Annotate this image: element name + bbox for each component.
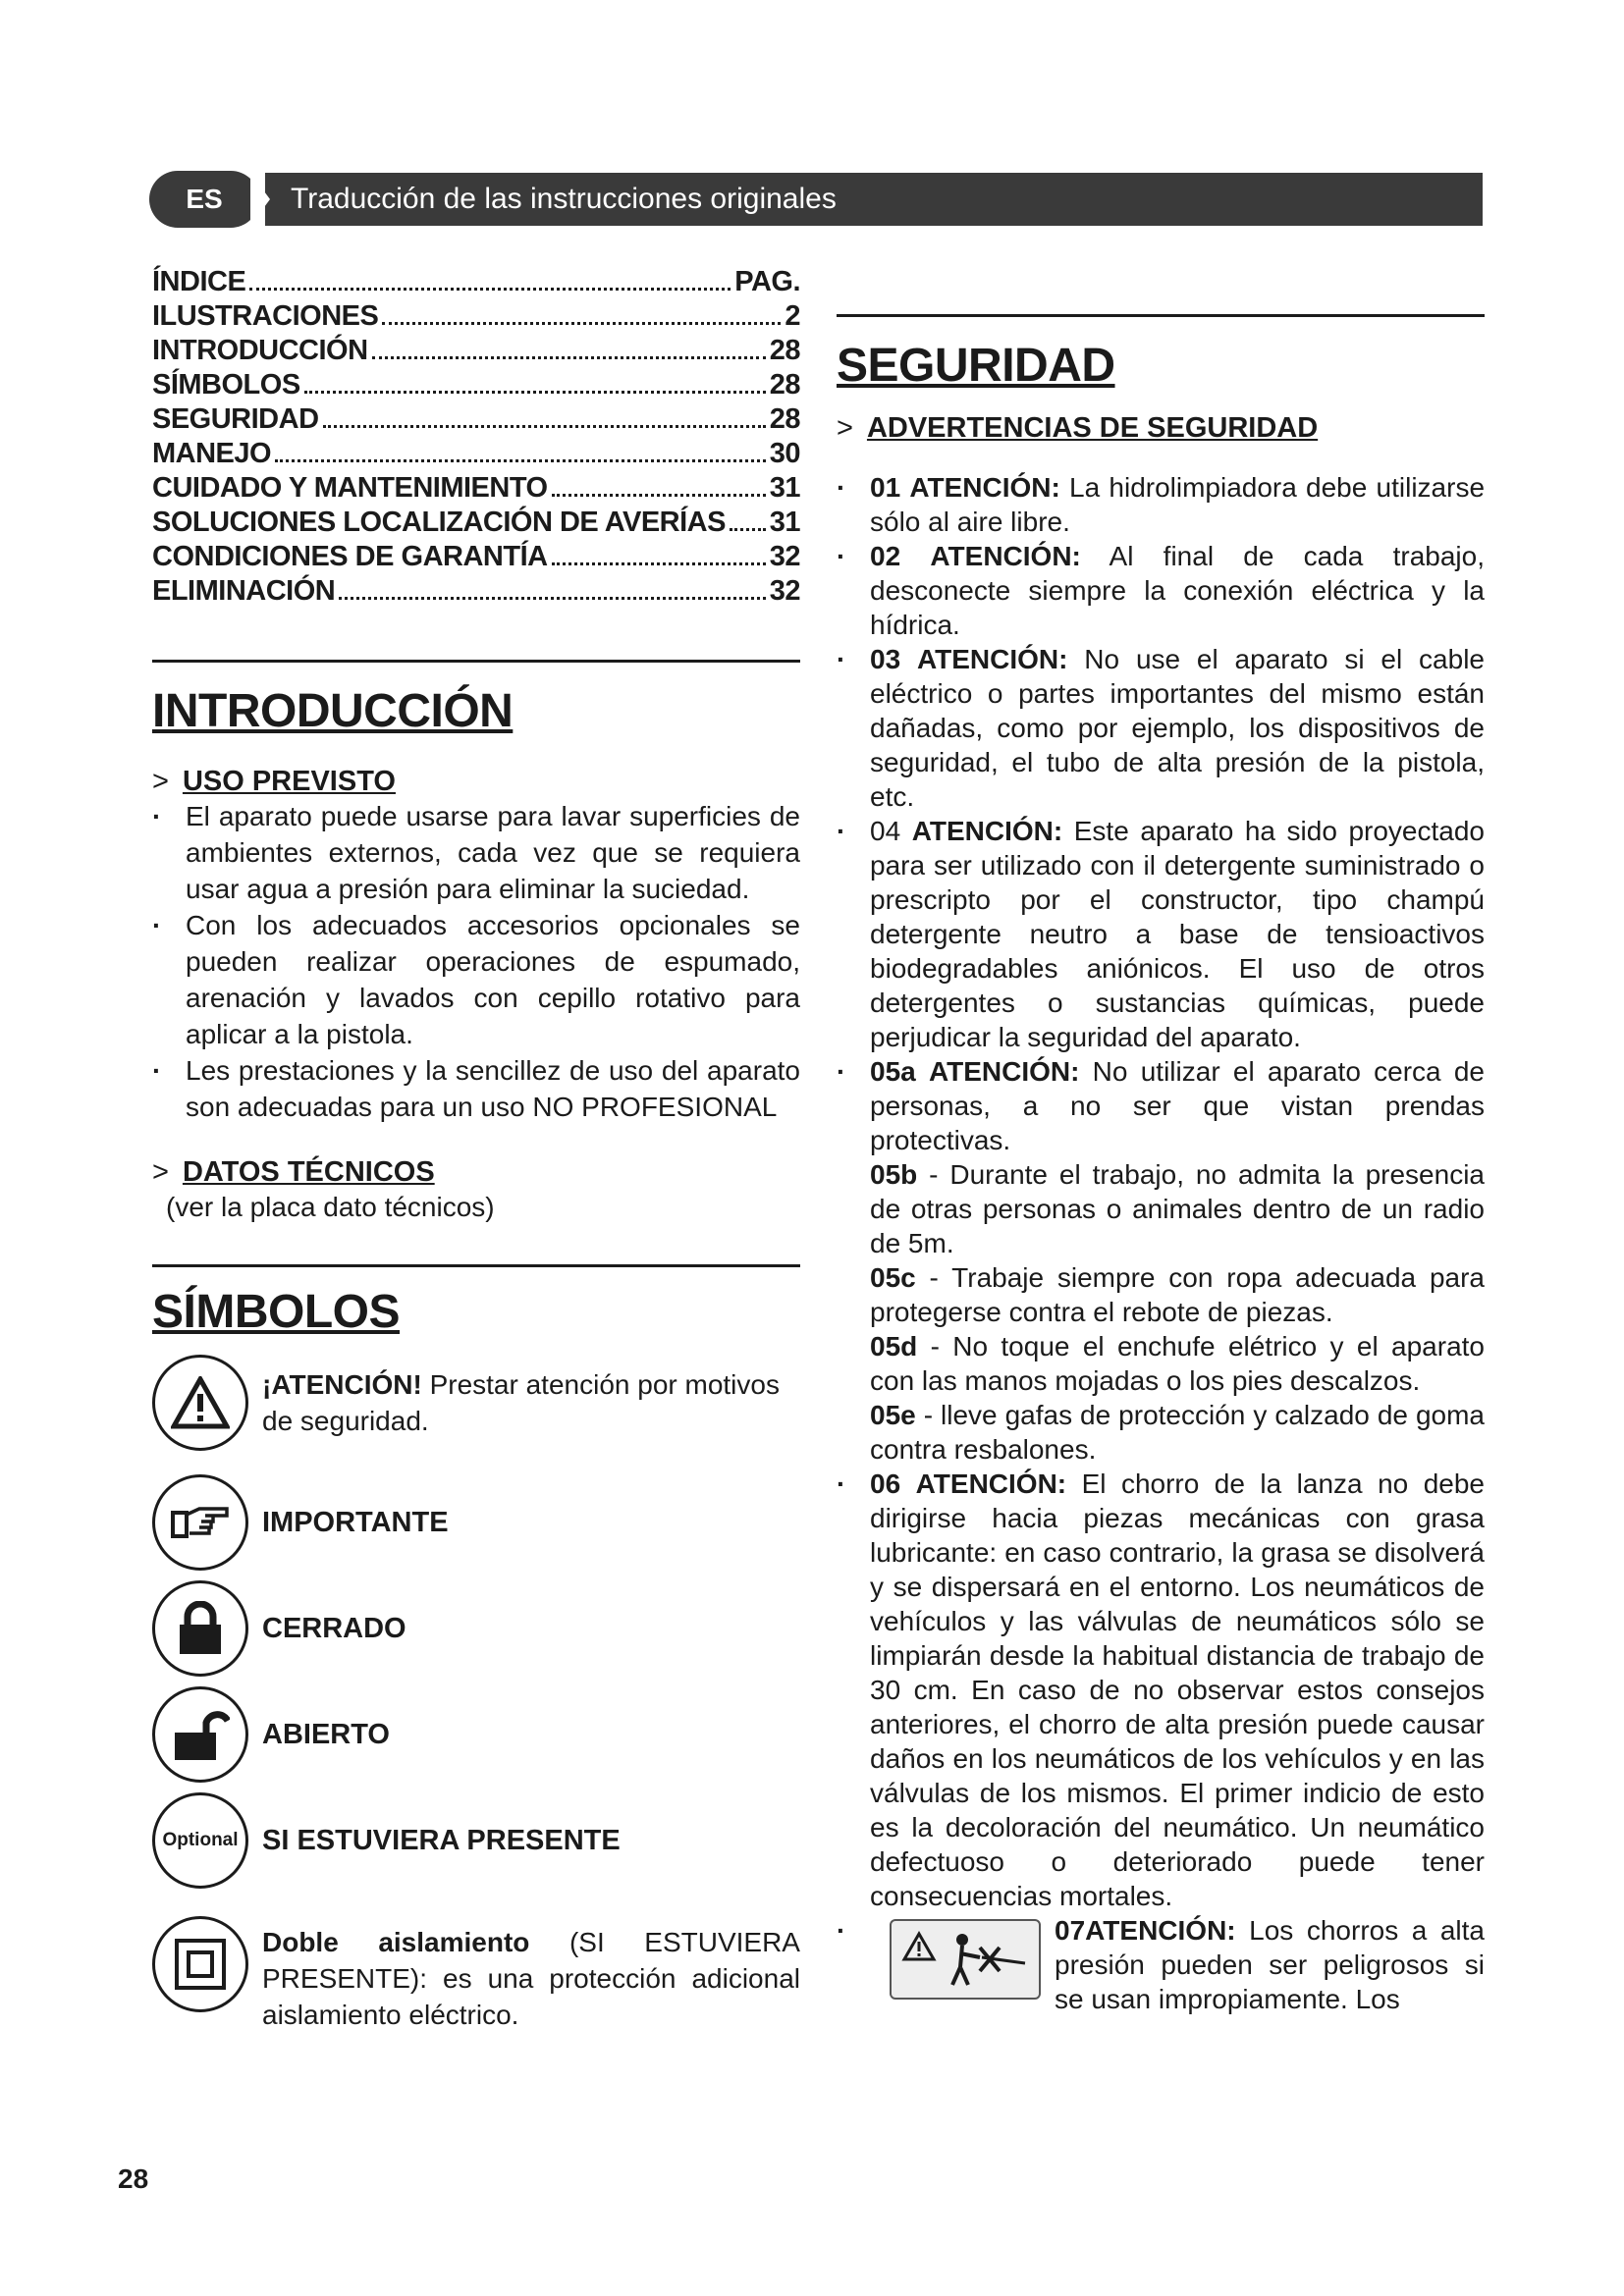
symbol-abierto: [152, 1686, 800, 1783]
symbol-importante: [152, 1474, 800, 1571]
toc-label: MANEJO: [152, 438, 272, 469]
toc-leader: [552, 562, 766, 565]
toc-leader: [730, 528, 766, 531]
toc-page: 31: [769, 472, 800, 504]
symbol-doble-aislamiento: [152, 1916, 800, 2033]
datos-tecnicos-heading: > DATOS TÉCNICOS: [152, 1156, 435, 1188]
toc-row: [152, 437, 800, 471]
warning-item-07: · 07ATENCIÓN: Los chorros a alta presión pueden ser peligrosos si se usan impropiamente. Los: [837, 1913, 1485, 2016]
toc-label: SOLUCIONES LOCALIZACIÓN DE AVERÍAS: [152, 507, 726, 538]
cerrado-label: CERRADO: [262, 1612, 406, 1644]
toc-page: 31: [769, 507, 800, 538]
seguridad-title: SEGURIDAD: [837, 340, 1115, 392]
list-item: · Con los adecuados accesorios opcionales se pueden realizar operaciones de espumado, arenación y lavados con cepillo rotativo para aplicar a la pistola.: [152, 907, 800, 1052]
symbol-warning: [152, 1355, 800, 1451]
toc-page: 28: [769, 335, 800, 366]
doble-aislamiento-text: (SI ESTUVIERA PRESENTE): es una protección adicional aislamiento eléctrico.: [262, 1927, 800, 2030]
high-pressure-warning-icon: [890, 1919, 1041, 2000]
abierto-label: ABIERTO: [262, 1718, 390, 1750]
advertencias-heading: > ADVERTENCIAS DE SEGURIDAD: [837, 412, 1319, 444]
toc-page: 32: [769, 541, 800, 572]
warning-item-03: · 03 ATENCIÓN: No use el aparato si el cable eléctrico o partes importantes del mismo están dañadas, como por ejemplo, los dispositivos de seguridad, el tubo de alta presión de la pistola, etc.: [837, 642, 1485, 814]
toc-row: [152, 299, 800, 334]
warning-item-02: · 02 ATENCIÓN: Al final de cada trabajo, desconecte siempre la conexión eléctrica y la hídrica.: [837, 539, 1485, 642]
warning-item-05a: · 05a ATENCIÓN: No utilizar el aparato cerca de personas, a no ser que vistan prendas protectivas.: [837, 1054, 1485, 1157]
toc-leader: [304, 391, 766, 394]
warning-item-05e: 05e - lleve gafas de protección y calzado de goma contra resbalones.: [870, 1400, 1485, 1465]
toc-label: ÍNDICE: [152, 266, 246, 297]
toc-label: SÍMBOLOS: [152, 369, 300, 400]
toc-leader: [275, 459, 766, 462]
header-separator: [250, 173, 270, 226]
table-of-contents: [152, 265, 800, 609]
toc-label: CUIDADO Y MANTENIMIENTO: [152, 472, 548, 504]
toc-label: CONDICIONES DE GARANTÍA: [152, 541, 548, 572]
toc-leader: [323, 425, 766, 428]
toc-row: [152, 540, 800, 574]
pointing-hand-icon: [152, 1474, 248, 1571]
header-title: Traducción de las instrucciones originales: [291, 183, 837, 215]
intro-title: INTRODUCCIÓN: [152, 685, 514, 737]
warning-item-05c: 05c - Trabaje siempre con ropa adecuada para protegerse contra el rebote de piezas.: [870, 1262, 1485, 1327]
left-column: [152, 265, 800, 2043]
double-insulation-icon: [152, 1916, 248, 2012]
lock-closed-icon: [152, 1580, 248, 1677]
importante-label: IMPORTANTE: [262, 1506, 449, 1538]
list-item: · Les prestaciones y la sencillez de uso del aparato son adecuadas para un uso NO PROFESIONAL: [152, 1052, 800, 1125]
lock-open-icon: [152, 1686, 248, 1783]
toc-label: INTRODUCCIÓN: [152, 335, 368, 366]
toc-page: 32: [769, 575, 800, 607]
page-number: 28: [118, 2163, 149, 2194]
warning-item-05d: 05d - No toque el enchufe elétrico y el aparato con las manos mojadas o los pies descalzos.: [870, 1331, 1485, 1396]
datos-tecnicos-text: (ver la placa dato técnicos): [166, 1192, 495, 1222]
toc-row: [152, 402, 800, 437]
toc-row: [152, 368, 800, 402]
toc-label: SEGURIDAD: [152, 403, 319, 435]
right-column: [837, 314, 1485, 2016]
presente-label: SI ESTUVIERA PRESENTE: [262, 1824, 621, 1856]
uso-previsto-heading: > USO PREVISTO: [152, 766, 396, 797]
warning-item-01: · 01 ATENCIÓN: La hidrolimpiadora debe utilizarse sólo al aire libre.: [837, 470, 1485, 539]
toc-label: ILUSTRACIONES: [152, 300, 379, 332]
toc-row: [152, 471, 800, 506]
symbol-cerrado: [152, 1580, 800, 1677]
toc-page: 30: [769, 438, 800, 469]
toc-row: [152, 265, 800, 299]
toc-page: 2: [785, 300, 800, 332]
toc-leader: [382, 322, 781, 325]
toc-leader: [339, 597, 766, 600]
language-badge: ES: [149, 171, 259, 228]
simbolos-title: SÍMBOLOS: [152, 1286, 401, 1338]
warning-item-06: · 06 ATENCIÓN: El chorro de la lanza no debe dirigirse hacia piezas mecánicas con grasa lubricante: en caso contrario, la grasa se disolverá y se dispersará en el entorno. Los neumáticos de vehículos y las válvulas de neumáticos sólo se limpiarán desde la habitual distancia de trabajo de 30 cm. En caso de no observar estos consejos anteriores, el chorro de alta presión puede causar daños en los neumáticos de los vehículos y en las válvulas de los mismos. El primer indicio de esto es la decoloración del neumático. Un neumático defectuoso o deteriorado puede tener consecuencias mortales.: [837, 1467, 1485, 1913]
toc-row: [152, 334, 800, 368]
list-item: · El aparato puede usarse para lavar superficies de ambientes externos, cada vez que se requiera usar agua a presión para eliminar la suciedad.: [152, 798, 800, 907]
toc-leader: [249, 288, 731, 291]
toc-row: [152, 574, 800, 609]
optional-icon: Optional: [152, 1792, 248, 1889]
toc-row: [152, 506, 800, 540]
toc-page: 28: [769, 403, 800, 435]
warning-icon: [152, 1355, 248, 1451]
doble-aislamiento-label: Doble aislamiento: [262, 1927, 530, 1957]
symbol-optional: [152, 1792, 800, 1889]
toc-leader: [552, 494, 766, 497]
toc-page: 28: [769, 369, 800, 400]
warning-item-04: · 04 ATENCIÓN: Este aparato ha sido proyectado para ser utilizado con il detergente suministrado o prescripto por el constructor, tipo champú detergente neutro a base de tensioactivos biodegradables aniónicos. El uso de otros detergentes o sustancias químicas, puede perjudicar la seguridad del aparato.: [837, 814, 1485, 1054]
warning-description: Prestar atención por motivos de seguridad.: [262, 1369, 780, 1436]
toc-page: PAG.: [734, 266, 800, 297]
warning-item-05b: 05b - Durante el trabajo, no admita la presencia de otras personas o animales dentro de un radio de 5m.: [870, 1159, 1485, 1258]
warning-label: ¡ATENCIÓN!: [262, 1369, 422, 1400]
toc-leader: [372, 356, 766, 359]
toc-label: ELIMINACIÓN: [152, 575, 336, 607]
